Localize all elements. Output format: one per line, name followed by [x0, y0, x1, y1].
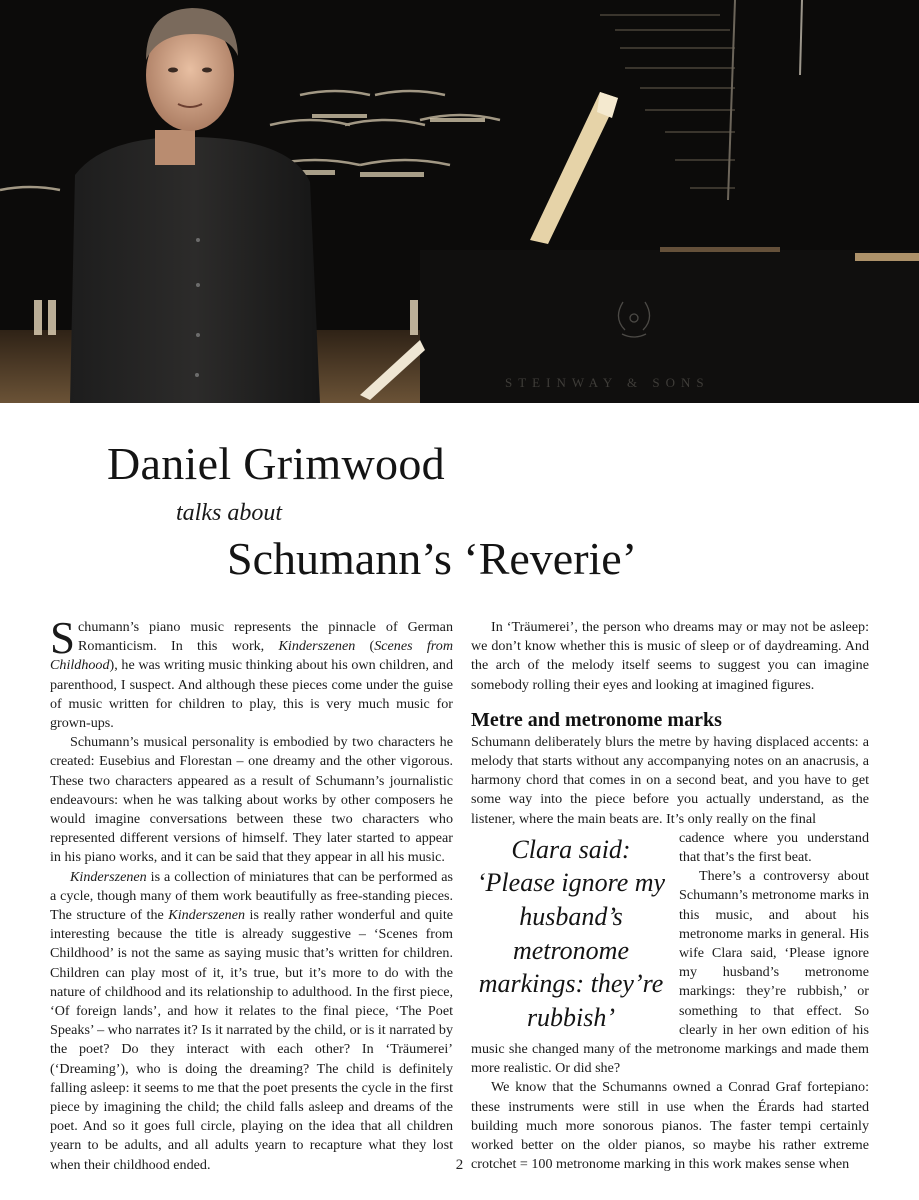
paragraph-eusebius-florestan: Schumann’s musical personality is embodied by two characters he created: Eusebius and Florestan – one dreamy and the other vigorous. These two characters appeared as a result of Schumann’s journalistic endeavours: when he was talking about works by other composers he would imagine conversations between these two characters who represented different versions of himself. They later started to appear in his piano works, and it can be said that they appear in all his music.	[50, 734, 453, 866]
piano-brand-text: STEINWAY & SONS	[505, 375, 710, 390]
hero-photo	[0, 0, 919, 403]
paragraph-intro: Schumann’s piano music represents the pinnacle of German Romanticism. In this work, Kinderszenen (Scenes from Childhood), he was writing music thinking about his own children, and parenthood, I suspect. And although these pieces come under the guise of music written for children to play, this is very much music for grown-ups.	[50, 613, 453, 732]
page-number: 2	[455, 1157, 464, 1173]
paragraph-kinderszenen: Kinderszenen is a collection of miniatures that can be performed as a cycle, though many of them work beautifully as free-standing pieces. The structure of the Kinderszenen is really rather wonderful and quite interesting because the title is already suggestive – ‘Scenes from Childhood’ is not the same as saying music that’s written for children. Children can play most of it, it’s true, but it’s more to do with the nature of childhood and its relationship to adulthood. In the first piece, ‘Of foreign lands’, and how it relates to the final piece, ‘The Poet Speaks’ – who narrates it? Is it narrated by the child, or is it narrated by the poet? Do they interact with each other? In ‘Träumerei’ (‘Dreaming’), who is doing the dreaming? The child is definitely falling asleep: it seems to me that the poet presents the cycle in the first piece by imagining the child; the child falls asleep and dreams of the poet. And so it goes full circle, playing on the idea that all children yearn to be adults, and all adults yearn to recapture what they lost when their childhood ended.	[50, 868, 453, 1173]
speaker-name: Daniel Grimwood	[107, 438, 445, 489]
auditorium-piano-illustration	[0, 0, 919, 403]
title-connector: talks about	[176, 500, 282, 526]
section-heading-metre: Metre and metronome marks	[471, 708, 722, 731]
paragraph-metre: Schumann deliberately blurs the metre by having displaced accents: a melody that starts without any accompanying notes on an anacrusis, a harmony chord that comes in on a second beat, and you have to get some way into the piece before you actually understand, as the listener, where the main beats are. It’s only really on the final	[471, 733, 869, 827]
paragraph-metre-end: cadence where you understand that that’s the first beat.	[679, 829, 869, 866]
article-topic: Schumann’s ‘Reverie’	[227, 533, 638, 584]
left-column	[50, 613, 453, 1175]
right-column	[471, 618, 869, 1174]
pull-quote: Clara said: ‘Please ignore my husband’s metronome markings: they’re rubbish’	[476, 834, 666, 1032]
paragraph-traumerei: In ‘Träumerei’, the person who dreams may or may not be asleep: we don’t know whether this is music of sleep or of daydreaming. And the arch of the melody itself seems to suggest you can imagine somebody rolling their eyes and looking at imagined figures.	[471, 619, 869, 693]
paragraph-graf-fortepiano: We know that the Schumanns owned a Conrad Graf fortepiano: these instruments were still in use when the Érards had started building much more sonorous pianos. The faster tempi certainly worked better on the older pianos, so maybe his rather extreme crotchet = 100 metronome marking in this work makes sense when	[471, 1079, 869, 1173]
drop-cap: S	[50, 613, 76, 663]
paragraph-controversy: There’s a controversy about Schumann’s metronome marks in this music, and about his metronome marks in general. His wife Clara said, ‘Please ignore my husband’s metronome markings: they’re rubbish,’ or something to that effect. So clearly in her own edition of his music she changed many of the metronome markings and made them more realistic. Or did she?	[471, 868, 869, 1077]
